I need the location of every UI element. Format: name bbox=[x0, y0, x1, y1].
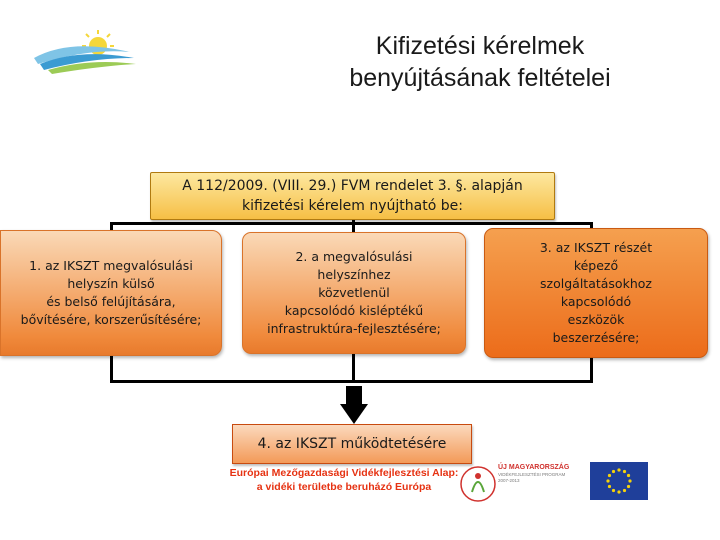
page-title: Kifizetési kérelmek benyújtásának feltételei bbox=[349, 32, 611, 92]
condition-text-2: 2. a megvalósulási helyszínhez közvetlenül kapcsolódó kisléptékű infrastruktúra-fejlesztésére; bbox=[267, 249, 441, 336]
eu-star-icon bbox=[617, 490, 620, 493]
eu-star-icon bbox=[612, 470, 615, 473]
condition-text-1: 1. az IKSZT megvalósulási helyszín külső és belső felújítására, bővítésére, korszerűsítésére; bbox=[20, 258, 202, 327]
eu-star-icon bbox=[617, 468, 620, 471]
rule-box bbox=[150, 172, 555, 220]
eu-star-icon bbox=[608, 485, 611, 488]
rule-text: A 112/2009. (VIII. 29.) FVM rendelet 3. §. alapján kifizetési kérelem nyújtható be: bbox=[182, 178, 523, 214]
program-name: ÚJ MAGYARORSZÁG bbox=[498, 464, 570, 471]
condition-item-3 bbox=[484, 228, 708, 358]
connector-bottom-mid bbox=[352, 354, 355, 382]
eu-star-icon bbox=[608, 474, 611, 477]
eu-star-icon bbox=[623, 470, 626, 473]
program-years: 2007-2013 bbox=[498, 478, 520, 483]
condition-item-4 bbox=[232, 424, 472, 464]
connector-bottom-horizontal bbox=[110, 380, 593, 383]
connector-bottom-left bbox=[110, 354, 113, 382]
eu-star-icon bbox=[623, 489, 626, 492]
condition-item-1 bbox=[0, 230, 222, 356]
condition-text-4: 4. az IKSZT működtetésére bbox=[257, 436, 447, 452]
eu-star-icon bbox=[627, 474, 630, 477]
down-arrow-icon bbox=[340, 386, 368, 424]
program-subtitle: VIDÉKFEJLESZTÉSI PROGRAM bbox=[498, 472, 566, 477]
condition-item-2 bbox=[242, 232, 466, 354]
eafrd-caption: Európai Mezőgazdasági Vidékfejlesztési Alap: a vidéki területbe beruházó Európa bbox=[229, 467, 459, 493]
eu-star-icon bbox=[628, 479, 631, 482]
program-label bbox=[498, 463, 578, 484]
eu-star-icon bbox=[606, 479, 609, 482]
eu-flag-icon bbox=[590, 462, 648, 500]
eu-star-icon bbox=[612, 489, 615, 492]
connector-top-horizontal bbox=[110, 222, 592, 225]
eu-star-icon bbox=[627, 485, 630, 488]
condition-text-3: 3. az IKSZT részét képező szolgáltatásokhoz kapcsolódó eszközök beszerzésére; bbox=[539, 240, 653, 345]
connector-bottom-right bbox=[590, 356, 593, 382]
leader-logo bbox=[30, 18, 140, 78]
